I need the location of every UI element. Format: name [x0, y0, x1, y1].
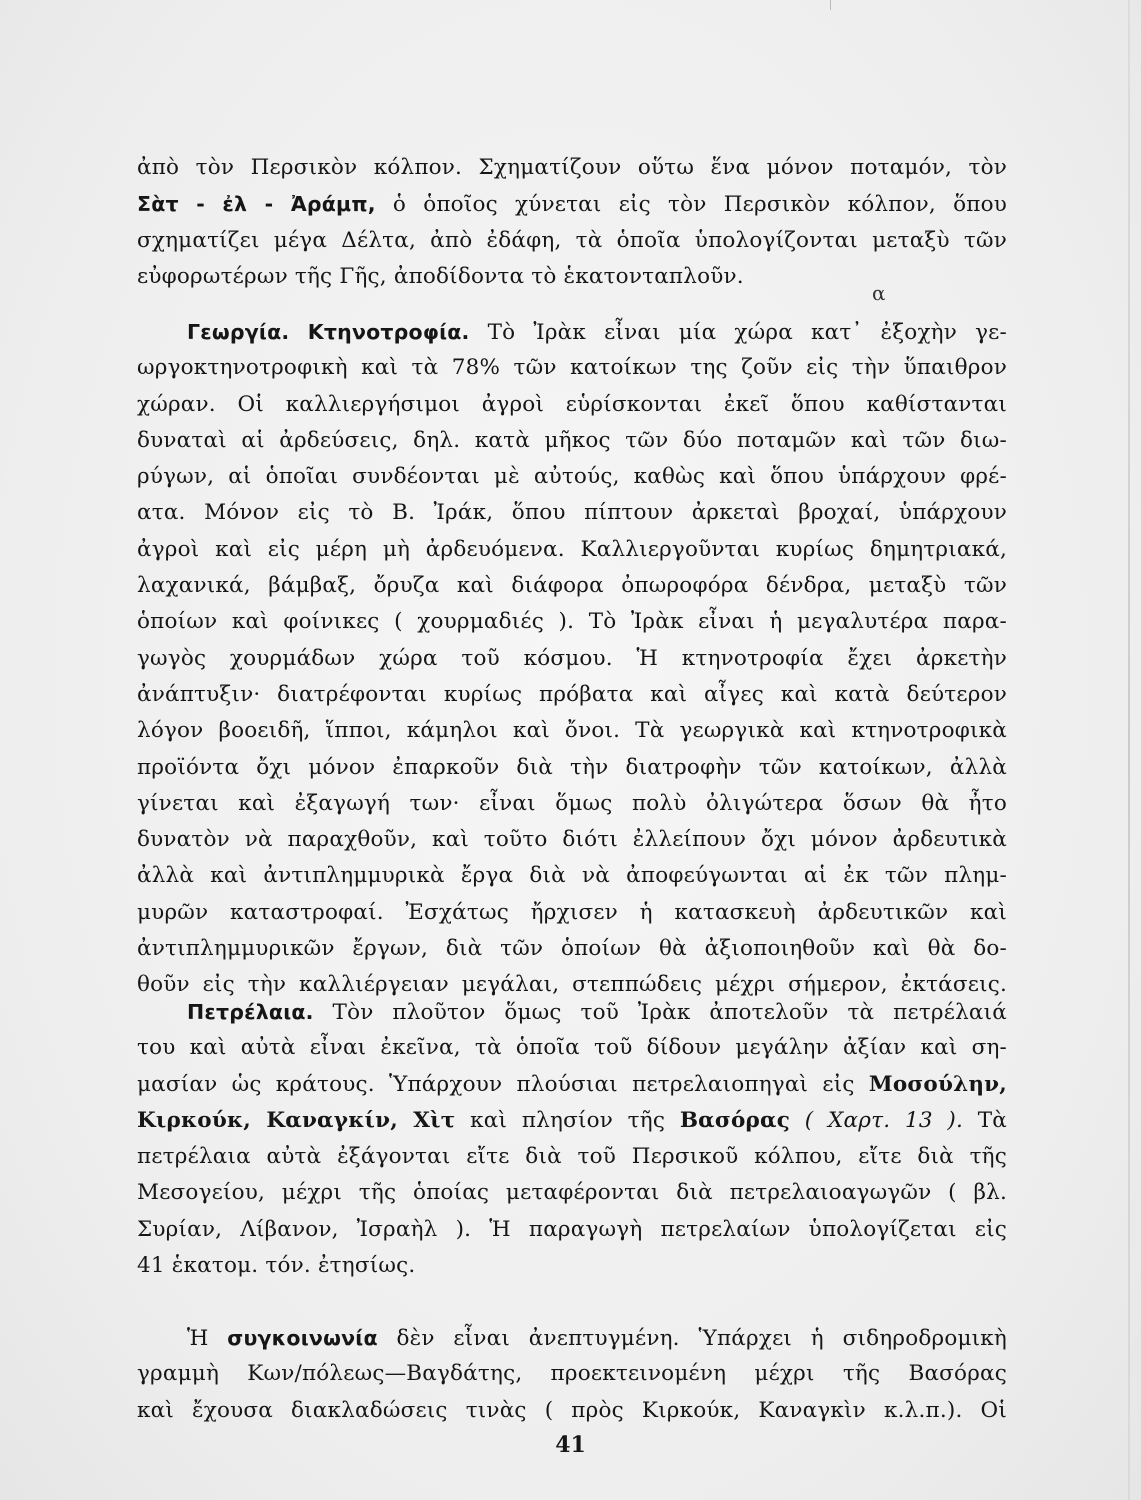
text-line: θοῦν εἰς τὴν καλλιέργειαν μεγάλαι, στεππώδεις μέχρι σήμερον, ἐκτάσεις. — [137, 972, 1007, 998]
bold-term: Σὰτ - ἐλ - Ἀράμπ, — [137, 192, 376, 217]
map-reference: ( Χαρτ. 13 ). — [790, 1107, 964, 1133]
text-line: δυναταὶ αἱ ἀρδεύσεις, δηλ. κατὰ μῆκος τῶν δύο ποταμῶν καὶ τῶν διω- — [137, 427, 1007, 453]
text-line: μασίαν ὡς κράτους. Ὑπάρχουν πλούσιαι πετρελαιοπηγαὶ εἰς Μοσούλην, — [137, 1071, 1007, 1097]
text-line: Γεωργία. Κτηνοτροφία. Τὸ Ἰρὰκ εἶναι μία χώρα κατ᾽ ἐξοχὴν γε- — [187, 320, 1007, 345]
bold-place-name: Κιρκούκ, Καναγκίν, Χὶτ — [137, 1107, 456, 1133]
paragraph-agriculture — [137, 314, 1007, 1004]
text-line: ἀνάπτυξιν· διατρέφονται κυρίως πρόβατα καὶ αἶγες καὶ κατὰ δεύτερον — [137, 681, 1007, 707]
text-line: ωργοκτηνοτροφικὴ καὶ τὰ 78% τῶν κατοίκων της ζοῦν εἰς τὴν ὕπαιθρον — [137, 355, 1007, 381]
text-line: σχηματίζει μέγα Δέλτα, ἀπὸ ἐδάφη, τὰ ὁποῖα ὑπολογίζονται μεταξὺ τῶν — [137, 227, 1007, 253]
page-number: 41 — [555, 1432, 586, 1458]
text-line: Πετρέλαια. Τὸν πλοῦτον ὅμως τοῦ Ἰρὰκ ἀποτελοῦν τὰ πετρέλαιά — [187, 1000, 1007, 1025]
text-line: εὐφορωτέρων τῆς Γῆς, ἀποδίδοντα τὸ ἑκατονταπλοῦν. — [137, 263, 744, 289]
bold-term: συγκοινωνία — [227, 1326, 378, 1350]
text-line: γίνεται καὶ ἐξαγωγή των· εἶναι ὅμως πολὺ ὀλιγώτερα ὅσων θὰ ἦτο — [137, 790, 1007, 816]
text-line: χώραν. Οἱ καλλιεργήσιμοι ἀγροὶ εὑρίσκονται ἐκεῖ ὅπου καθίστανται — [137, 391, 1007, 417]
paragraph-communication — [137, 1320, 1007, 1429]
section-heading: Γεωργία. Κτηνοτροφία. — [187, 320, 470, 344]
text-line: Σὰτ - ἐλ - Ἀράμπ, ὁ ὁποῖος χύνεται εἰς τὸν Περσικὸν κόλπον, ὅπου — [137, 192, 1008, 218]
text-line: 41 ἑκατομ. τόν. ἐτησίως. — [137, 1253, 416, 1279]
section-heading: Πετρέλαια. — [187, 1000, 314, 1024]
text-line: μυρῶν καταστροφαί. Ἐσχάτως ἤρχισεν ἡ κατασκευὴ ἀρδευτικῶν καὶ — [137, 899, 1007, 925]
margin-mark: α — [872, 281, 886, 305]
text-line: Συρίαν, Λίβανον, Ἰσραὴλ ). Ἡ παραγωγὴ πετρελαίων ὑπολογίζεται εἰς — [137, 1216, 1007, 1242]
text-line: γωγὸς χουρμάδων χώρα τοῦ κόσμου. Ἡ κτηνοτροφία ἔχει ἀρκετὴν — [137, 645, 1007, 671]
text-line: του καὶ αὐτὰ εἶναι ἐκεῖνα, τὰ ὁποῖα τοῦ δίδουν μεγάλην ἀξίαν καὶ ση- — [137, 1035, 1007, 1061]
text-line: λαχανικά, βάμβαξ, ὄρυζα καὶ διάφορα ὀπωροφόρα δένδρα, μεταξὺ τῶν — [137, 573, 1007, 599]
text-line: ἀλλὰ καὶ ἀντιπλημμυρικὰ ἔργα διὰ νὰ ἀποφεύγωνται αἱ ἐκ τῶν πλημ- — [137, 863, 1007, 889]
text-line: ἀντιπλημμυρικῶν ἔργων, διὰ τῶν ὁποίων θὰ ἀξιοποιηθοῦν καὶ θὰ δο- — [137, 936, 1007, 962]
text-line: ἀγροὶ καὶ εἰς μέρη μὴ ἀρδευόμενα. Καλλιεργοῦνται κυρίως δημητριακά, — [137, 536, 1007, 562]
paragraph-petroleum — [137, 994, 1007, 1284]
text-line: Ἡ συγκοινωνία δὲν εἶναι ἀνεπτυγμένη. Ὑπάρχει ἡ σιδηροδρομικὴ — [187, 1326, 1007, 1351]
paragraph-rivers — [137, 150, 1007, 295]
bold-place-name: Μοσούλην, — [868, 1071, 1007, 1097]
text-line: δυνατὸν νὰ παραχθοῦν, καὶ τοῦτο διότι ἐλλείπουν ὄχι μόνον ἀρδευτικὰ — [137, 827, 1007, 853]
text-line: ὁποίων καὶ φοίνικες ( χουρμαδιές ). Τὸ Ἰρὰκ εἶναι ἡ μεγαλυτέρα παρα- — [137, 609, 1007, 635]
text-line: καὶ ἔχουσα διακλαδώσεις τινὰς ( πρὸς Κιρκούκ, Καναγκὶν κ.λ.π.). Οἱ — [137, 1397, 1007, 1423]
text-line: πετρέλαια αὐτὰ ἐξάγονται εἴτε διὰ τοῦ Περσικοῦ κόλπου, εἴτε διὰ τῆς — [137, 1144, 1007, 1170]
text-line: ατα. Μόνον εἰς τὸ Β. Ἰράκ, ὅπου πίπτουν ἀρκεταὶ βροχαί, ὑπάρχουν — [137, 500, 1007, 526]
page-edge-shadow — [1128, 0, 1130, 1500]
text-line: Μεσογείου, μέχρι τῆς ὁποίας μεταφέρονται διὰ πετρελαιοαγωγῶν ( βλ. — [137, 1180, 1007, 1206]
text-line: γραμμὴ Κων/πόλεως—Βαγδάτης, προεκτεινομένη μέχρι τῆς Βασόρας — [137, 1361, 1007, 1387]
bold-place-name: Βασόρας — [679, 1107, 791, 1133]
page-top-mark — [830, 0, 831, 10]
text-line: Κιρκούκ, Καναγκίν, Χὶτ καὶ πλησίον τῆς Βασόρας ( Χαρτ. 13 ). Τὰ — [137, 1107, 1007, 1133]
text-line: προϊόντα ὄχι μόνον ἐπαρκοῦν διὰ τὴν διατροφὴν τῶν κατοίκων, ἀλλὰ — [137, 754, 1007, 780]
text-line: ρύγων, αἱ ὁποῖαι συνδέονται μὲ αὐτούς, καθὼς καὶ ὅπου ὑπάρχουν φρέ- — [137, 464, 1007, 490]
text-line: λόγον βοοειδῆ, ἵπποι, κάμηλοι καὶ ὄνοι. Τὰ γεωργικὰ καὶ κτηνοτροφικὰ — [137, 718, 1007, 744]
text-line: ἀπὸ τὸν Περσικὸν κόλπον. Σχηματίζουν οὕτω ἕνα μόνον ποταμόν, τὸν — [137, 155, 1007, 180]
